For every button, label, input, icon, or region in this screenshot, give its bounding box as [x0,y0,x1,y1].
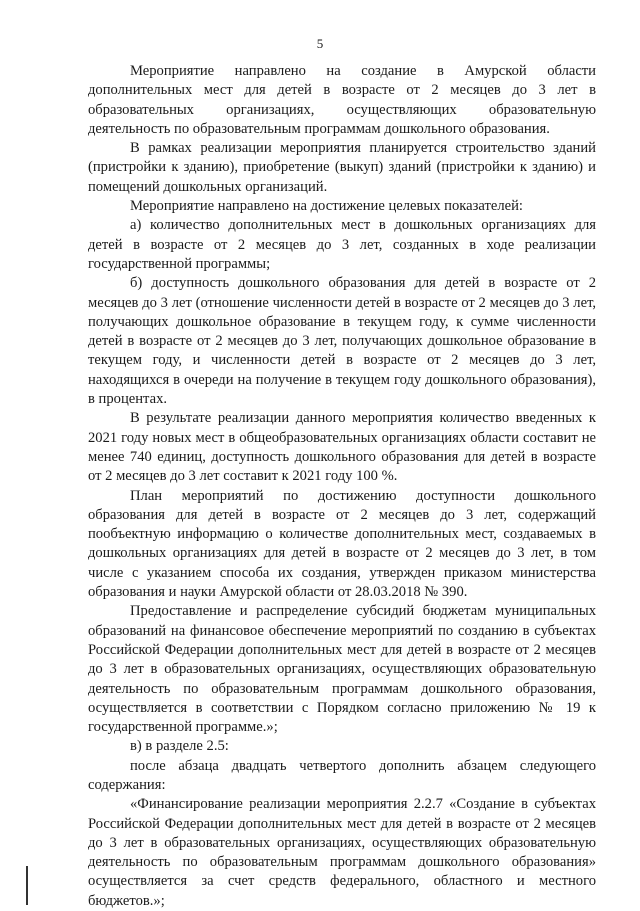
paragraph: Предоставление и распределение субсидий бюджетам муниципальных образований на финансовое обеспечение мероприятий по созданию в субъектах Российской Федерации дополнительных мест для детей в возрасте от 2 месяцев до 3 лет в образовательных организациях, осуществляющих образовательную деятельность по образовательным программам дошкольного образования, осуществляется в соответствии с Порядком согласно приложению № 19 к государственной программе.»; [88,603,596,736]
paragraph: после абзаца двадцать четвертого дополнить абзацем следующего содержания: [88,757,596,793]
scan-edge-mark [26,866,28,905]
paragraph: в) в разделе 2.5: [130,738,229,755]
paragraph: «Финансирование реализации мероприятия 2.2.7 «Создание в субъектах Российской Федерации дополнительных мест для детей в возрасте от 2 месяцев до 3 лет в образовательных организациях, осуществляющих образовательную деятельность по образовательным программам дошкольного образования» осуществляется за счет средств федерального, областного и местного бюджетов.»; [88,796,596,909]
paragraph: В результате реализации данного мероприятия количество введенных к 2021 году новых мест в общеобразовательных организациях области составит не менее 740 единиц, доступность дошкольного образования для детей в возрасте от 2 месяцев до 3 лет составит к 2021 году 100 %. [88,410,596,485]
paragraph: б) доступность дошкольного образования для детей в возрасте от 2 месяцев до 3 лет (отношение численности детей в возрасте от 2 месяцев до 3 лет, получающих дошкольное образование в текущем году, к сумме численности детей в возрасте от 2 месяцев до 3 лет, получающих дошкольное образование в текущем году, и численности детей в возрасте от 2 месяцев до 3 лет, находящихся в очереди на получение в текущем году дошкольного образования), в процентах. [88,275,596,408]
paragraph: Мероприятие направлено на создание в Амурской области дополнительных мест для детей в возрасте от 2 месяцев до 3 лет в образовательных организациях, осуществляющих образовательную деятельность по образовательным программам дошкольного образования. [88,63,596,137]
paragraph: План мероприятий по достижению доступности дошкольного образования для детей в возрасте от 2 месяцев до 3 лет, содержащий пообъектную информацию о количестве дополнительных мест, создаваемых в дошкольных организациях для детей в возрасте от 2 месяцев до 3 лет, в том числе с указанием способа их создания, утвержден приказом министерства образования и науки Амурской области от 28.03.2018 № 390. [88,487,596,601]
paragraph: В рамках реализации мероприятия планируется строительство зданий (пристройки к зданию), приобретение (выкуп) зданий (пристройки к зданию) и помещений дошкольных организаций. [88,140,596,195]
paragraph: а) количество дополнительных мест в дошкольных организациях для детей в возрасте от 2 месяцев до 3 лет, созданных в ходе реализации государственной программы; [88,217,596,272]
document-body [88,62,596,911]
page-number: 5 [316,36,324,51]
paragraph: Мероприятие направлено на достижение целевых показателей: [130,198,523,215]
